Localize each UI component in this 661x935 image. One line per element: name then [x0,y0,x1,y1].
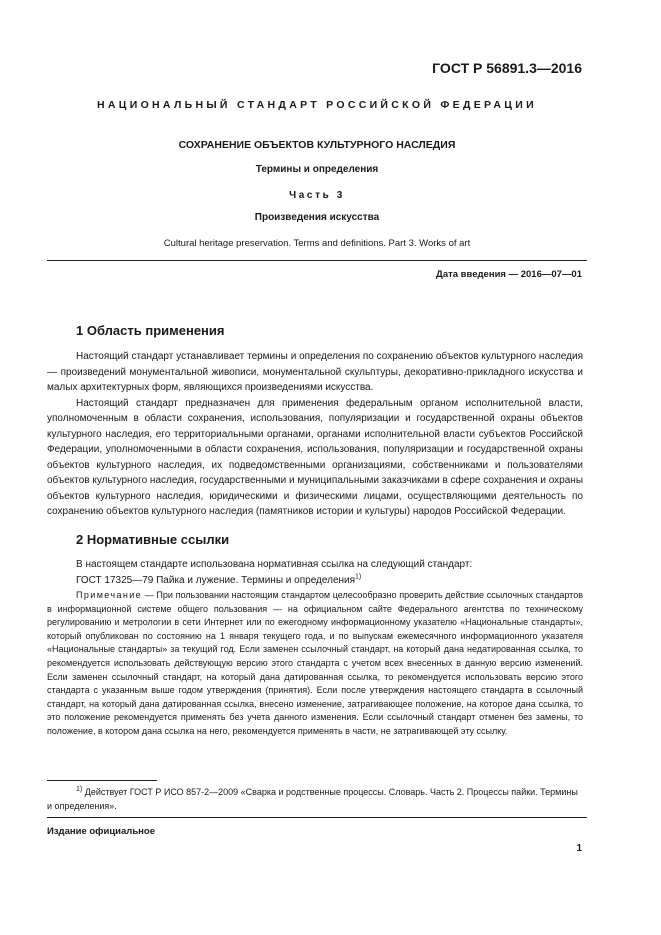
introduction-date: Дата введения — 2016—07—01 [436,269,582,280]
note-label: Примечание [76,590,143,600]
note-block [47,589,583,739]
section-1-heading: 1 Область применения [76,323,225,338]
edition-label: Издание официальное [47,826,155,837]
standard-number: ГОСТ Р 56891.3—2016 [432,60,582,76]
section-2-paragraph-1: В настоящем стандарте использована нормативная ссылка на следующий стандарт: [76,559,473,570]
note-text: — При пользовании настоящим стандартом целесообразно проверить действие ссылочных стандартов в информационной системе общего пользования — на официальном сайте Федерального агентства по техническому регулированию и метрологии в сети Интернет или по ежегодному информационному указателю «Национальные стандарты», который опубликован по состоянию на 1 января текущего года, и по выпускам ежемесячного информационного указателя «Национальные стандарты» за текущий год. Если заменен ссылочный стандарт, на который дана недатированная ссылка, то рекомендуется использовать действующую версию этого стандарта с учетом всех внесенных в данную версию изменений. Если заменен ссылочный стандарт, на который дана датированная ссылка, то рекомендуется использовать версию этого стандарта с указанным выше годом утверждения (принятия). Если после утверждения настоящего стандарта в ссылочный стандарт, на который дана датированная ссылка, внесено изменение, затрагивающее положение, на которое дана ссылка, то это положение рекомендуется применять без учета данного изменения. Если ссылочный стандарт отменен без замены, то положение, в котором дана ссылка на него, рекомендуется применять в части, не затрагивающей эту ссылку. [47,590,583,736]
national-standard-banner: НАЦИОНАЛЬНЫЙ СТАНДАРТ РОССИЙСКОЙ ФЕДЕРАЦИИ [97,99,537,111]
part-name: Произведения искусства [254,212,380,223]
section-1-paragraph-1: Настоящий стандарт устанавливает термины и определения по сохранению объектов культурного наследия — произведений монументальной живописи, монументальной скульптуры, декоративно-прикладного искусства и малых архитектурных форм, являющихся произведениями искусства. [47,351,583,393]
note-paragraph [47,589,583,739]
section-1-paragraph-2: Настоящий стандарт предназначен для применения федеральным органом исполнительной власти, уполномоченным в области сохранения, использования, популяризации и государственной охраны объектов культурного наследия, его территориальными органами, органами исполнительной власти субъектов Российской Федерации, уполномоченными в области сохранения, использования, популяризации и государственной охраны объектов культурного наследия, их подведомственными организациями, собственниками и пользователями объектов культурного наследия, государственными и муниципальными заказчиками в сфере сохранения и охраны объектов культурного наследия, юридическими и физическими лицами, осуществляющими деятельность по сохранению объектов культурного наследия (памятников истории и культуры) народов Российской Федерации. [47,397,583,517]
section-2-heading: 2 Нормативные ссылки [76,532,230,547]
normative-reference-text: ГОСТ 17325—79 Пайка и лужение. Термины и определения [76,574,356,586]
footnote-paragraph [47,785,583,813]
page-number: 1 [576,843,582,854]
part-number: Часть 3 [289,190,345,201]
footnote [47,785,583,813]
section-1-body [47,349,583,520]
divider-bottom [47,817,587,818]
footnote-text: Действует ГОСТ Р ИСО 857-2—2009 «Сварка и родственные процессы. Словарь. Часть 2. Процессы пайки. Термины и определения». [47,787,578,811]
document-subtitle: Термины и определения [255,164,379,175]
footnote-divider [47,780,157,781]
document-title: СОХРАНЕНИЕ ОБЪЕКТОВ КУЛЬТУРНОГО НАСЛЕДИЯ [178,139,456,151]
normative-reference [47,573,583,589]
footnote-mark: 1) [76,786,83,793]
footnote-marker: 1) [355,573,362,581]
section-2-body [47,557,583,588]
english-title: Cultural heritage preservation. Terms and definitions. Part 3. Works of art [163,238,471,249]
divider-top [47,260,587,261]
